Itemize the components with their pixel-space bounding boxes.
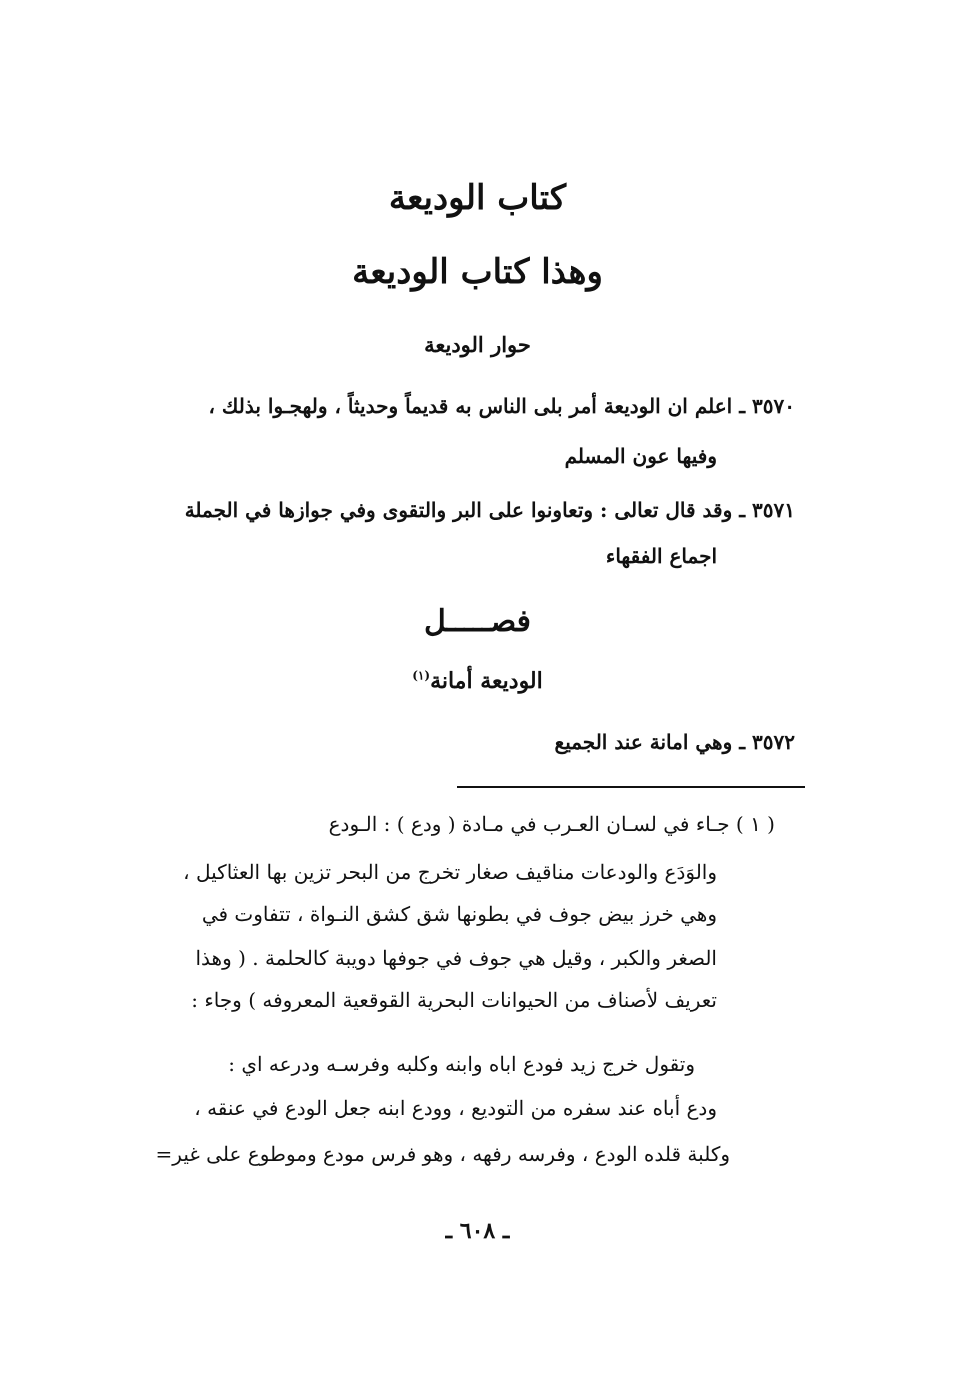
book-subtitle: وهذا كتاب الوديعة — [352, 252, 603, 292]
chapter-subheading-text: الوديعة أمانة — [430, 668, 543, 694]
paragraph-3571-line-2: اجماع الفقهاء — [605, 544, 717, 568]
footnote-marker: (١) — [412, 668, 431, 683]
chapter-subheading — [0, 668, 955, 694]
footnote-line-1: ( ١ ) جـاء في لسـان العـرب في مـادة ( ودع ) : الـودع — [328, 812, 775, 836]
paragraph-3570-line-2: وفيها عون المسلم — [564, 444, 717, 468]
footnote-line-6: وتقول خرج زيد فودع اباه وابنه وكلبه وفرسـه ودرعه اي : — [228, 1052, 695, 1076]
paragraph-3571-line-1: ٣٥٧١ ـ وقد قال تعالى : وتعاونوا على البر والتقوى وفي جوازها في الجملة — [184, 498, 795, 522]
paragraph-3572: ٣٥٧٢ ـ وهي امانة عند الجميع — [554, 730, 795, 754]
book-title: كتاب الوديعة — [388, 178, 567, 218]
chapter-heading: فصـــــل — [423, 604, 532, 639]
footnote-line-3: وهي خرز بيض جوف في بطونها شق كشق النـواة ، تتفاوت في — [201, 902, 717, 926]
footnote-line-5: تعريف لأصناف من الحيوانات البحرية القوقعية المعروفه ) وجاء : — [191, 988, 717, 1012]
footnote-line-8: وكلبة قلده الودع ، وفرسه رفهه ، وهو فرس مودع وموطوع على غير= — [155, 1142, 730, 1166]
footnote-line-4: الصغر والكبر ، وقيل هي جوف في جوفها دويبة كالحلمة . ( وهذا — [195, 946, 717, 970]
footnote-divider — [457, 786, 805, 788]
footnote-line-2: والوَدَع والودعات مناقيف صغار تخرج من البحر تزين بها العثاكيل ، — [183, 860, 717, 884]
paragraph-3570-line-1: ٣٥٧٠ ـ اعلم ان الوديعة أمر بلى الناس به قديماً وحديثاً ، ولهجـوا بذلك ، — [208, 394, 795, 418]
page-number: ـ ٦٠٨ ـ — [445, 1218, 510, 1244]
footnote-line-7: ودع أباه عند سفره من التوديع ، وودع ابنه جعل الودع في عنقه ، — [194, 1096, 717, 1120]
section-heading: حوار الوديعة — [424, 332, 531, 357]
